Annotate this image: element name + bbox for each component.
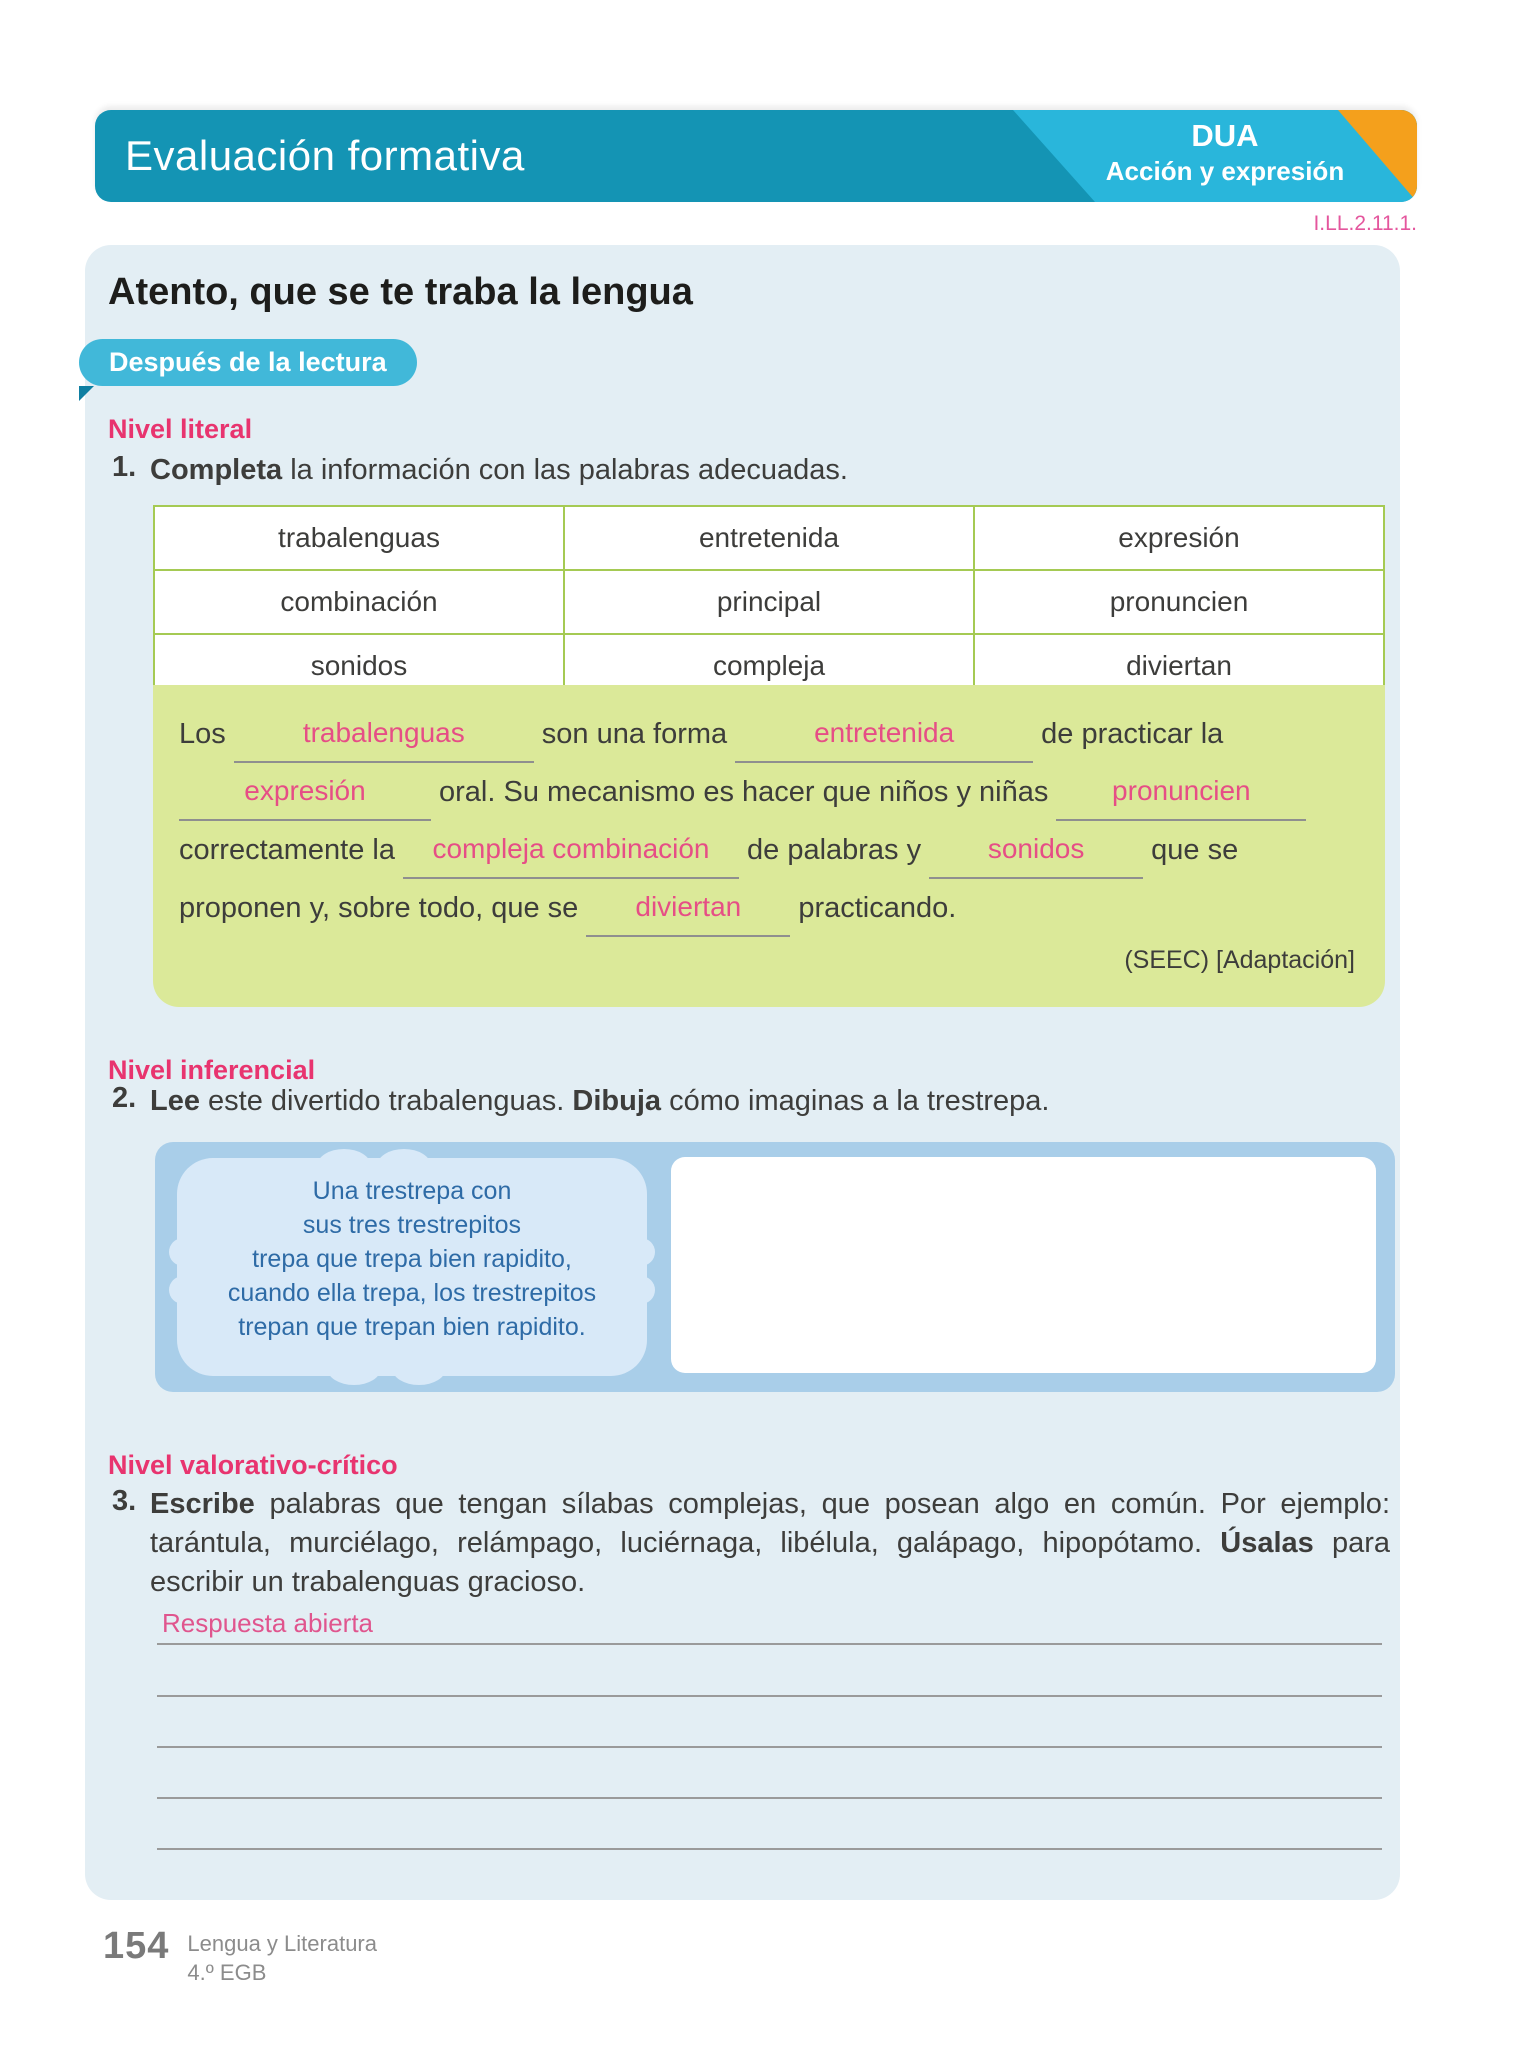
activity3-rest2: para escribir un trabalenguas gracioso.	[150, 1527, 1390, 1598]
fill-line	[179, 705, 1355, 763]
word-bank-table	[153, 505, 1385, 699]
worksheet-title: Atento, que se te traba la lengua	[108, 271, 693, 313]
tongue-twister-line: trepa que trepa bien rapidito,	[252, 1245, 572, 1273]
after-reading-badge: Después de la lectura	[79, 339, 417, 386]
fill-line	[179, 879, 1355, 937]
word-bank-cell: compleja	[564, 634, 974, 698]
open-answer-note: Respuesta abierta	[162, 1608, 374, 1638]
activity3-instruction	[112, 1485, 1390, 1602]
tongue-twister-cloud	[177, 1158, 647, 1376]
dua-label: DUA	[1191, 118, 1259, 153]
activity2-rest1: este divertido trabalenguas.	[199, 1085, 573, 1117]
word-bank-cell: principal	[564, 570, 974, 634]
dua-block	[1075, 118, 1375, 187]
word-bank-cell: trabalenguas	[154, 506, 564, 570]
word-bank-cell: diviertan	[974, 634, 1384, 698]
fill-text: proponen y, sobre todo, que se	[179, 892, 579, 924]
level-label-literal: Nivel literal	[108, 414, 253, 444]
fill-line	[179, 821, 1355, 879]
activity2-text	[150, 1082, 1049, 1121]
activity3-verb1: Escribe	[150, 1488, 255, 1520]
activity1-instruction	[112, 451, 848, 490]
fill-blank[interactable]: pronuncien	[1056, 763, 1306, 821]
drawing-area[interactable]	[671, 1157, 1376, 1373]
header-title: Evaluación formativa	[125, 132, 525, 179]
activity1-rest: la información con las palabras adecuadas.	[282, 454, 848, 486]
word-bank-cell: expresión	[974, 506, 1384, 570]
activity3-verb2: Úsalas	[1220, 1527, 1314, 1559]
answer-line[interactable]	[157, 1746, 1382, 1748]
fill-blank[interactable]: expresión	[179, 763, 431, 821]
fill-blank[interactable]: diviertan	[586, 879, 790, 937]
fill-blank[interactable]: compleja combinación	[403, 821, 739, 879]
fill-text: Los	[179, 718, 226, 750]
word-bank-row	[154, 506, 1384, 570]
page-footer	[103, 1925, 377, 1987]
activity3-text	[150, 1485, 1390, 1602]
answer-line[interactable]	[157, 1848, 1382, 1850]
activity2-number: 2.	[112, 1082, 137, 1114]
cloud-scallop	[327, 1351, 381, 1385]
fill-blank[interactable]: sonidos	[929, 821, 1143, 879]
tongue-twister-line: sus tres trestrepitos	[302, 1211, 522, 1239]
source-attribution: (SEEC) [Adaptación]	[1124, 946, 1355, 974]
tongue-twister-text	[177, 1158, 647, 1344]
activity2-verb2: Dibuja	[572, 1085, 662, 1117]
tongue-twister-line: trepan que trepan bien rapidito.	[238, 1313, 586, 1341]
word-bank-cell: combinación	[154, 570, 564, 634]
dua-sublabel: Acción y expresión	[1105, 155, 1345, 186]
fill-text: oral. Su mecanismo es hacer que niños y niñas	[439, 776, 1049, 808]
activity2-rest2: cómo imaginas a la trestrepa.	[661, 1085, 1050, 1117]
tongue-twister-line: Una trestrepa con	[312, 1177, 512, 1205]
fill-text: practicando.	[798, 892, 957, 924]
tongue-twister-box	[155, 1142, 1395, 1392]
fill-text: son una forma	[541, 718, 728, 750]
page-number: 154	[103, 1925, 170, 1967]
word-bank-cell: sonidos	[154, 634, 564, 698]
answer-line[interactable]	[157, 1695, 1382, 1697]
content-panel	[85, 245, 1400, 1900]
book-grade: 4.º EGB	[187, 1960, 267, 1985]
fill-text: correctamente la	[179, 834, 395, 866]
book-title: Lengua y Literatura	[187, 1931, 377, 1956]
fill-blank[interactable]: entretenida	[735, 705, 1033, 763]
header-band	[95, 110, 1417, 202]
fill-text: que se	[1151, 834, 1239, 866]
word-bank-cell: entretenida	[564, 506, 974, 570]
skill-code: I.LL.2.11.1.	[1313, 212, 1417, 235]
word-bank-cell: pronuncien	[974, 570, 1384, 634]
cloud-scallop	[392, 1351, 446, 1385]
level-label-inferencial: Nivel inferencial	[108, 1055, 316, 1085]
word-bank-row	[154, 570, 1384, 634]
fill-in-box	[153, 685, 1385, 1007]
fill-blank[interactable]: trabalenguas	[234, 705, 534, 763]
activity2-verb1: Lee	[150, 1085, 200, 1117]
activity1-verb: Completa	[150, 454, 283, 486]
level-label-valorativo: Nivel valorativo-crítico	[108, 1450, 398, 1480]
activity3-rest1: palabras que tengan sílabas complejas, que posean algo en común. Por ejemplo: tarántula, murciélago, relámpago, luciérnaga, libélula, galápago, hipopótamo.	[150, 1488, 1390, 1559]
tongue-twister-line: cuando ella trepa, los trestrepitos	[227, 1279, 597, 1307]
fill-line	[179, 763, 1355, 821]
answer-line[interactable]	[157, 1643, 1382, 1645]
book-info	[187, 1925, 377, 1987]
activity1-text	[150, 451, 848, 490]
fill-text: de palabras y	[747, 834, 922, 866]
fill-text: de practicar la	[1041, 718, 1224, 750]
answer-line[interactable]	[157, 1797, 1382, 1799]
activity3-number: 3.	[112, 1485, 137, 1517]
activity1-number: 1.	[112, 451, 137, 483]
badge-fold	[79, 386, 94, 401]
activity2-instruction	[112, 1082, 1049, 1121]
